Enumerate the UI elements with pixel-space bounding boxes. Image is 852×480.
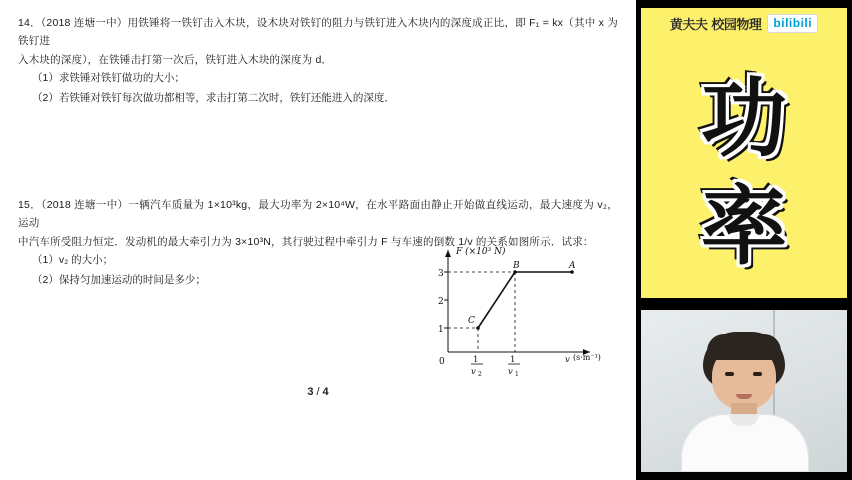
svg-text:v: v [471, 367, 476, 377]
graph-point-label-c: C [468, 316, 475, 326]
svg-text:v: v [508, 367, 513, 377]
svg-text:1: 1 [515, 371, 519, 378]
page-number [0, 386, 636, 398]
svg-text:1: 1 [473, 355, 479, 365]
topic-char-bottom: 率 [701, 177, 787, 277]
page-number-current: 3 [307, 386, 314, 398]
graph-point-label-b: B [513, 261, 520, 271]
page-number-separator: / [316, 386, 320, 398]
topic-char-top: 功 [701, 69, 787, 169]
graph-ytick-3: 3 [438, 269, 444, 279]
brand-row [641, 14, 847, 33]
question-14-line-1: 14．（2018 连塘一中）用铁锤将一铁钉击入木块，设木块对铁钉的阻力与铁钉进入木块内的深度成正比，即 F₁ = kx（其中 x 为铁钉进 [18, 17, 618, 48]
graph-xtick-1-over-v1 [508, 355, 520, 378]
figure-f-vs-inverse-v [420, 240, 620, 378]
graph-ytick-1: 1 [438, 325, 444, 335]
question-14 [18, 14, 618, 108]
question-15-line-2: 中汽车所受阻力恒定．发动机的最大牵引力为 3×10³N，其行驶过程中牵引力 F 与车速的倒数 1/v 的关系如图所示．试求： [18, 235, 594, 248]
presenter-webcam [641, 310, 847, 472]
question-14-sub-1: （1）求铁锤对铁钉做功的大小； [32, 72, 185, 85]
svg-text:2: 2 [478, 371, 482, 378]
graph-origin-label: 0 [439, 357, 445, 367]
question-14-line-2: 入木块的深度），在铁锤击打第一次后，铁钉进入木块的深度为 d． [18, 53, 333, 66]
question-14-sub-2: （2）若铁锤对铁钉每次做功都相等，求击打第二次时，铁钉还能进入的深度． [32, 91, 395, 104]
question-15-sub-1: （1）v₂ 的大小； [32, 254, 114, 267]
question-15-sub-2: （2）保持匀加速运动的时间是多少； [32, 273, 206, 286]
presenter-eye-right [753, 372, 762, 376]
svg-text:1: 1 [510, 355, 516, 365]
topic-title-card [641, 8, 847, 298]
graph-point-label-a: A [569, 261, 576, 271]
page-number-total: 4 [322, 386, 329, 398]
graph-xtick-1-over-v2 [471, 355, 483, 378]
question-15-line-1: 15．（2018 连塘一中）一辆汽车质量为 1×10³kg，最大功率为 2×10⁴W，在水平路面由静止开始做直线运动，最大速度为 v₂，运动 [18, 199, 618, 230]
brand-name: 黄夫夫 校园物理 [669, 18, 762, 33]
graph-ytick-2: 2 [438, 297, 444, 307]
presenter-mouth [736, 394, 752, 399]
graph-y-axis-label: F (×10³ N) [456, 247, 506, 257]
graph-x-axis-label: (s·m⁻¹) [573, 353, 601, 362]
bilibili-logo: bilibili [767, 14, 818, 33]
presenter-eye-left [725, 372, 734, 376]
presenter-fringe [707, 334, 781, 360]
graph-x-axis-var: v [565, 355, 570, 365]
